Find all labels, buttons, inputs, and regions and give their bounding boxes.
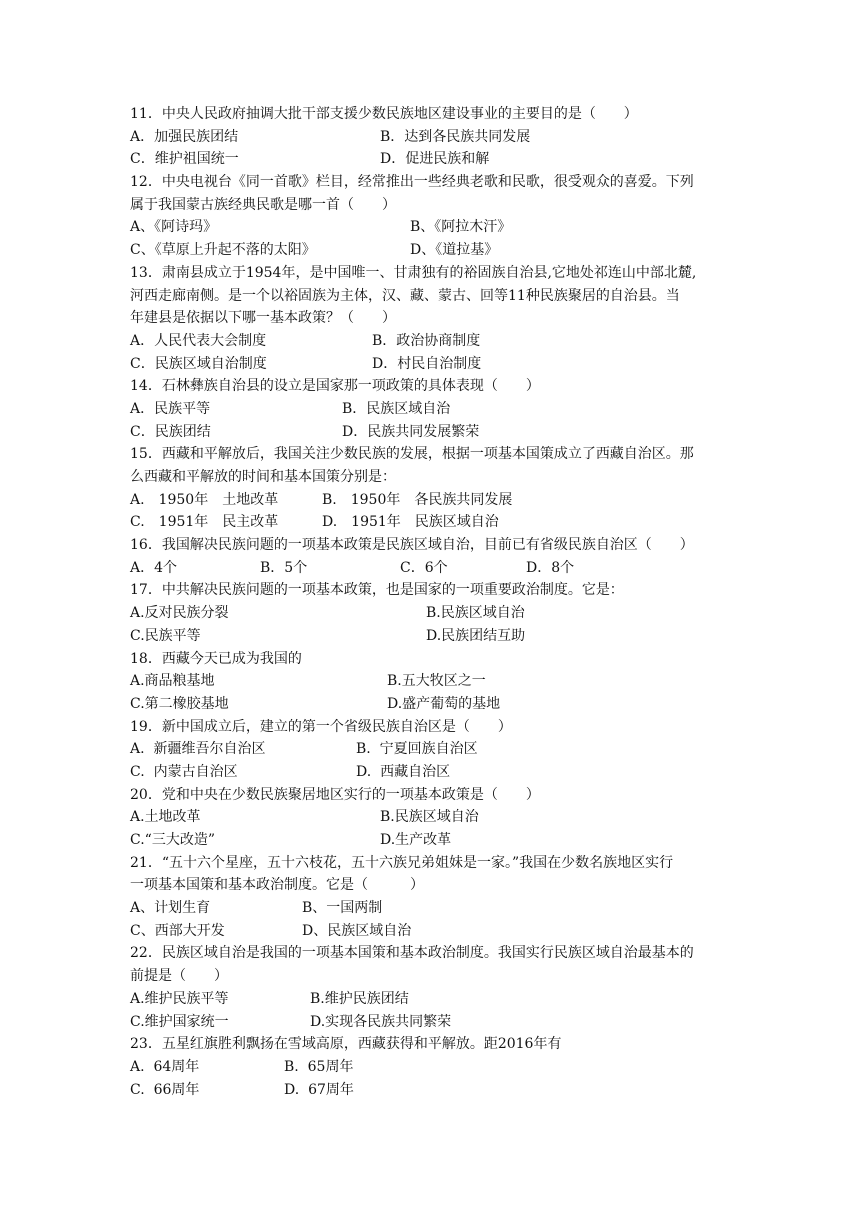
question-stem: 前提是（ ） [130, 968, 228, 985]
option-a: A.土地改革 [130, 809, 201, 826]
option-c: C．维护祖国统一 [130, 151, 239, 168]
option-c: C.民族平等 [130, 627, 201, 644]
question-stem: 一项基本国策和基本政治制度。它是（ ） [130, 877, 424, 894]
option-b: B．民族区域自治 [342, 400, 451, 417]
option-row [130, 489, 742, 512]
option-a: A.维护民族平等 [130, 990, 229, 1007]
option-c: C. 66周年 [130, 1081, 200, 1098]
option-row [130, 421, 742, 444]
question-stem: 11．中央人民政府抽调大批干部支援少数民族地区建设事业的主要目的是（ ） [130, 106, 638, 122]
question-14 [130, 375, 742, 443]
option-c: C、西部大开发 [130, 922, 225, 939]
option-d: D．民族共同发展繁荣 [342, 423, 480, 440]
question-13 [130, 262, 742, 375]
option-row [130, 1056, 742, 1079]
question-stem: 么西藏和平解放的时间和基本国策分别是： [130, 469, 396, 485]
question-stem: 15．西藏和平解放后，我国关注少数民族的发展，根据一项基本国策成立了西藏自治区。那 [130, 446, 694, 463]
question-17 [130, 579, 742, 647]
question-stem: 河西走廊南侧。是一个以裕固族为主体，汉、藏、蒙古、回等11种民族聚居的自治县。当 [130, 287, 680, 304]
question-23 [130, 1033, 742, 1101]
option-b: B．政治协商制度 [372, 332, 481, 349]
option-a: A.商品粮基地 [130, 673, 215, 690]
option-c: C. 1951年 民主改革 [130, 514, 279, 531]
option-row [130, 829, 742, 852]
option-row [130, 1079, 742, 1102]
question-11 [130, 103, 742, 171]
option-row [130, 511, 742, 534]
option-a: A．4个 [130, 559, 178, 576]
question-stem: 13．肃南县成立于1954年，是中国唯一、甘肃独有的裕固族自治县,它地处祁连山中部北麓, [130, 264, 697, 281]
option-d: D．8个 [526, 559, 575, 576]
option-b: B.维护民族团结 [310, 990, 409, 1007]
option-row [130, 330, 742, 353]
option-row [130, 216, 742, 239]
option-c: C．6个 [400, 559, 448, 576]
option-row [130, 602, 742, 625]
question-19 [130, 716, 742, 784]
question-stem: 20．党和中央在少数民族聚居地区实行的一项基本政策是（ ） [130, 786, 540, 803]
option-a: A．人民代表大会制度 [130, 332, 267, 349]
option-d: D．村民自治制度 [372, 355, 482, 372]
question-stem: 16．我国解决民族问题的一项基本政策是民族区域自治，目前已有省级民族自治区（ ） [130, 537, 694, 554]
option-a: A. 64周年 [130, 1058, 200, 1075]
question-20 [130, 784, 742, 852]
option-row [130, 693, 742, 716]
option-b: B.民族区域自治 [380, 809, 479, 826]
option-d: D、《道拉基》 [410, 242, 499, 259]
option-row [130, 738, 742, 761]
option-row [130, 398, 742, 421]
option-c: C.维护国家统一 [130, 1013, 229, 1030]
option-a: A. 1950年 土地改革 [130, 491, 279, 508]
question-stem: 12．中央电视台《同一首歌》栏目，经常推出一些经典老歌和民歌，很受观众的喜爱。下列 [130, 174, 694, 191]
option-b: B．达到各民族共同发展 [380, 128, 531, 145]
option-row [130, 353, 742, 376]
option-b: B. 65周年 [284, 1058, 354, 1075]
question-stem: 属于我国蒙古族经典民歌是哪一首（ ） [130, 196, 396, 213]
option-row [130, 239, 742, 262]
question-stem: 22．民族区域自治是我国的一项基本国策和基本政治制度。我国实行民族区域自治最基本的 [130, 945, 694, 962]
option-c: C.“三大改造” [130, 832, 215, 848]
option-a: A、计划生育 [130, 900, 211, 917]
option-d: D. 67周年 [284, 1081, 354, 1098]
option-c: C. 内蒙古自治区 [130, 763, 238, 780]
option-a: A．加强民族团结 [130, 128, 239, 145]
option-d: D.生产改革 [380, 832, 452, 848]
option-b: B.五大牧区之一 [387, 673, 486, 690]
option-d: D. 西藏自治区 [356, 763, 451, 780]
option-b: B.民族区域自治 [426, 605, 525, 622]
option-c: C．民族团结 [130, 423, 211, 440]
option-row [130, 625, 742, 648]
option-row [130, 897, 742, 920]
question-stem: 19．新中国成立后，建立的第一个省级民族自治区是（ ） [130, 718, 512, 735]
question-21 [130, 852, 742, 943]
option-d: D.盛产葡萄的基地 [387, 695, 501, 712]
option-row [130, 670, 742, 693]
option-d: D.实现各民族共同繁荣 [310, 1013, 452, 1030]
option-c: C、《草原上升起不落的太阳》 [130, 242, 316, 259]
question-16 [130, 534, 742, 579]
question-stem: 23．五星红旗胜利飘扬在雪域高原，西藏获得和平解放。距2016年有 [130, 1036, 562, 1053]
option-row [130, 557, 742, 580]
exam-page [130, 103, 742, 1101]
option-b: B. 1950年 各民族共同发展 [322, 491, 513, 508]
question-22 [130, 942, 742, 1033]
question-stem: 18．西藏今天已成为我国的 [130, 650, 302, 667]
question-18 [130, 648, 742, 716]
option-a: A. 新疆维吾尔自治区 [130, 741, 266, 758]
question-12 [130, 171, 742, 262]
option-row [130, 806, 742, 829]
option-row [130, 1011, 742, 1034]
question-stem: 17．中共解决民族问题的一项基本政策，也是国家的一项重要政治制度。它是： [130, 582, 624, 599]
option-c: C．民族区域自治制度 [130, 355, 267, 372]
question-stem: 14．石林彝族自治县的设立是国家那一项政策的具体表现（ ） [130, 378, 540, 395]
option-row [130, 920, 742, 943]
option-c: C.第二橡胶基地 [130, 695, 229, 712]
option-a: A、《阿诗玛》 [130, 219, 218, 236]
option-d: D、民族区域自治 [302, 922, 412, 939]
option-b: B．5个 [260, 559, 308, 576]
option-d: D. 1951年 民族区域自治 [322, 514, 499, 531]
option-row [130, 761, 742, 784]
option-row [130, 148, 742, 171]
option-a: A．民族平等 [130, 400, 211, 417]
question-stem: 年建县是依据以下哪一基本政策？（ ） [130, 310, 396, 327]
option-b: B、一国两制 [302, 900, 383, 917]
question-stem: 21．“五十六个星座，五十六枝花，五十六族兄弟姐妹是一家。”我国在少数名族地区实行 [130, 854, 674, 871]
option-b: B、《阿拉木汗》 [410, 219, 512, 236]
option-b: B. 宁夏回族自治区 [356, 741, 478, 758]
option-row [130, 988, 742, 1011]
option-d: D.民族团结互助 [426, 627, 526, 644]
option-a: A.反对民族分裂 [130, 605, 229, 622]
option-row [130, 126, 742, 149]
option-d: D．促进民族和解 [380, 151, 490, 168]
question-15 [130, 443, 742, 534]
